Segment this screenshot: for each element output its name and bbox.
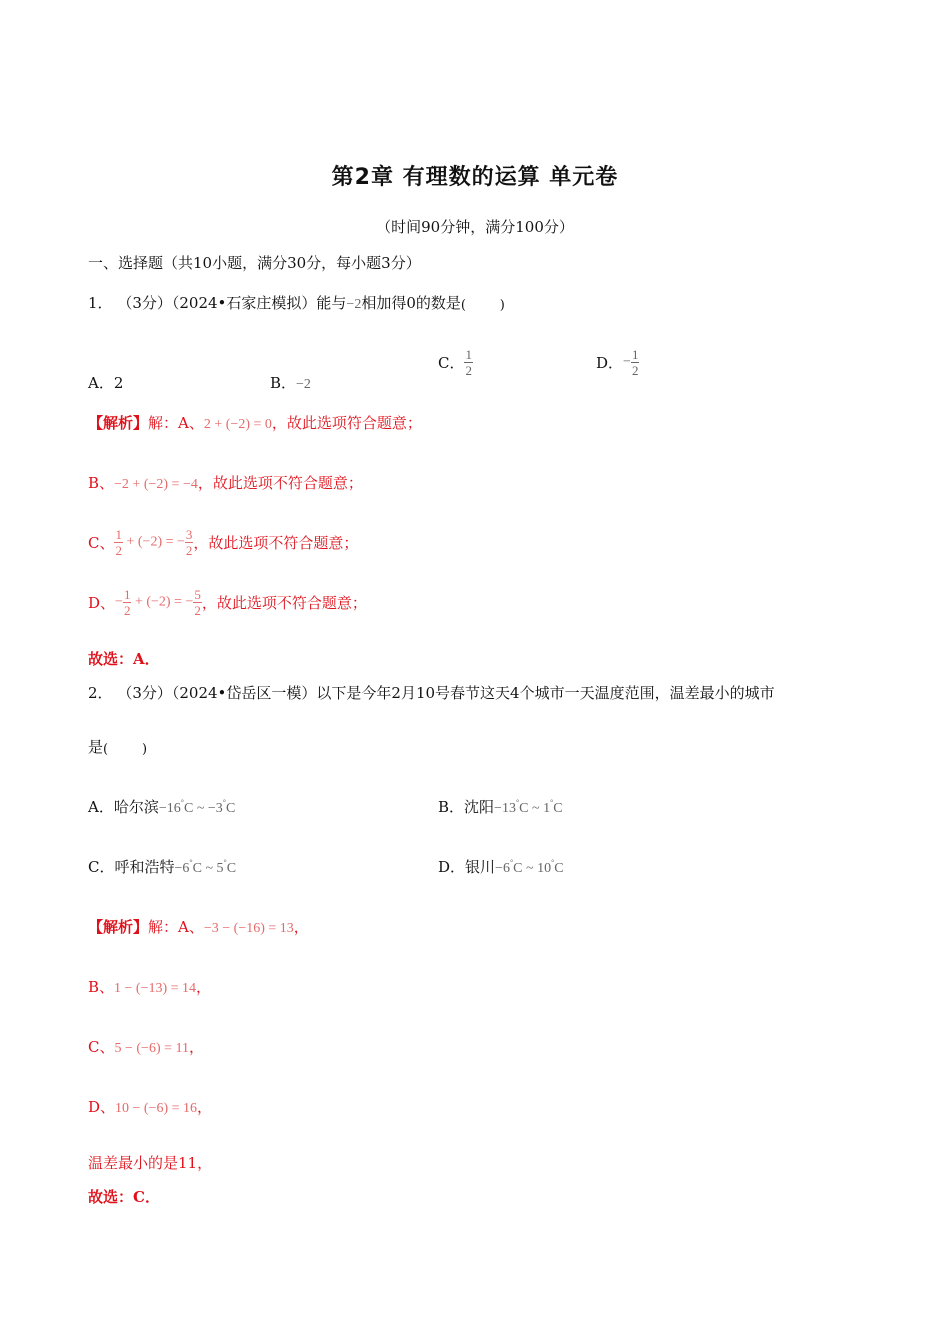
q1-analysis-b: B、−2 + (−2) = −4，故此选项不符合题意； — [88, 474, 363, 492]
question-score: （3分） — [117, 294, 172, 312]
analysis-tag: 【解析】 — [88, 414, 149, 432]
q1-option-c: C． $\frac{1}{2}$ — [438, 347, 472, 378]
q2-option-c: C．呼和浩特−6°C ~ 5°C — [88, 858, 237, 876]
q1-analysis-c: C、 $\frac{1}{2}$ + (−2) = − $\frac{3}{2}$ ，故此选项不符合题意； — [88, 527, 359, 558]
question-score: （3分） — [117, 684, 172, 702]
q1-option-d: D．− $\frac{1}{2}$ — [596, 347, 639, 378]
fraction: $\frac{1}{2}$ — [465, 347, 472, 378]
q2-analysis-d: D、10 − (−6) = 16， — [88, 1098, 213, 1116]
q2-analysis-c: C、5 − (−6) = 11， — [88, 1038, 204, 1056]
question-2-stem: 2． （3分）（2024•岱岳区一模）以下是今年2月10号春节这天4个城市一天温度范围，温差最小的城市 — [88, 684, 775, 702]
page-subtitle: （时间90分钟，满分100分） — [376, 218, 574, 236]
page-title: 第2章 有理数的运算 单元卷 — [331, 165, 619, 190]
analysis-tag: 【解析】 — [88, 918, 149, 936]
question-number: 2． — [88, 684, 113, 702]
q2-option-a: A．哈尔滨−16°C ~ −3°C — [88, 798, 236, 816]
q1-option-b: B．−2 — [270, 374, 311, 392]
question-1-stem: 1． （3分）（2024•石家庄模拟）能与−2相加得0的数是 ( ) — [88, 294, 505, 313]
q2-analysis-a: 【解析】解：A、−3 − (−16) = 13， — [88, 918, 309, 936]
q1-option-a: A．2 — [88, 374, 124, 392]
question-2-stem-cont: 是 ( ) — [88, 738, 148, 757]
q2-analysis-b: B、1 − (−13) = 14， — [88, 978, 212, 996]
fraction: $\frac{1}{2}$ — [631, 347, 639, 378]
question-source: （2024•石家庄模拟） — [171, 294, 317, 312]
section-heading: 一、选择题（共10小题，满分30分，每小题3分） — [88, 254, 421, 272]
q1-analysis-a: 【解析】解：A、2 + (−2) = 0，故此选项符合题意； — [88, 414, 422, 432]
q2-option-b: B．沈阳−13°C ~ 1°C — [438, 798, 563, 816]
q1-answer: 故选：A． — [88, 650, 160, 668]
math-expression: −2 — [346, 297, 362, 312]
question-source: （2024•岱岳区一模） — [171, 684, 317, 702]
question-number: 1． — [88, 294, 113, 312]
q2-conclusion: 温差最小的是11， — [88, 1154, 213, 1172]
q2-answer: 故选：C． — [88, 1188, 160, 1206]
q1-analysis-d: D、− $\frac{1}{2}$ + (−2) = − $\frac{5}{2}$ ，故此选项不符合题意； — [88, 587, 367, 618]
q2-option-d: D．银川−6°C ~ 10°C — [438, 858, 564, 876]
